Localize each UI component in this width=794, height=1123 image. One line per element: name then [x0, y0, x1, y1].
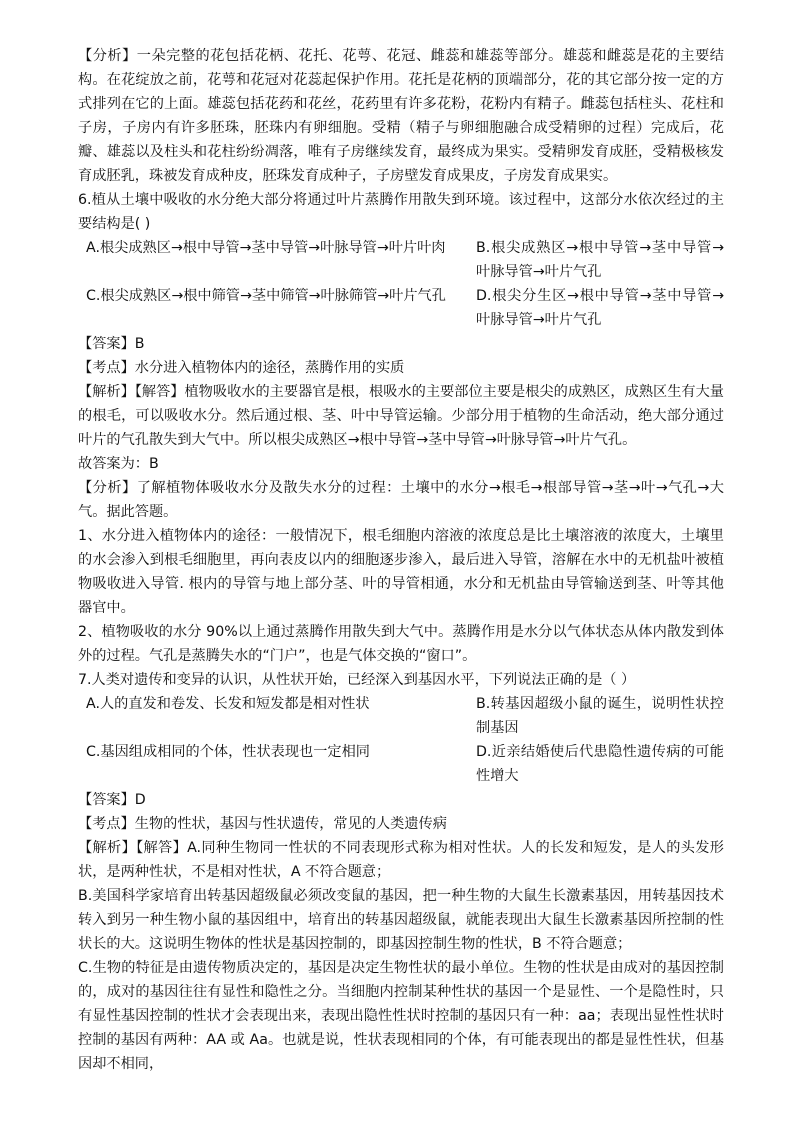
question-7-jiexi-c: C.生物的特征是由遗传物质决定的，基因是决定生物性状的最小单位。生物的性状是由成对的基因控制的，成对的基因往往有显性和隐性之分。当细胞内控制某种性状的基因一个是显性、一个是隐性时，只有显性基因控制的性状才会表现出来，表现出隐性性状时控制的基因只有一种：aa；表现出显性性状时控制的基因有两种：AA 或 Aa。也就是说，性状表现相同的个体，有可能表现出的都是显性性状，但基因却不相同，: [78, 960, 724, 1072]
question-6-answer: 【答案】B: [78, 336, 145, 352]
question-7-option-c: C.基因组成相同的个体，性状表现也一定相同: [86, 744, 370, 760]
question-6-option-d: D.根尖分生区→根中导管→茎中导管→叶脉导管→叶片气孔: [476, 288, 724, 328]
question-6-kaodian: 【考点】水分进入植物体内的途径，蒸腾作用的实质: [78, 360, 405, 376]
question-6-options: [78, 236, 724, 332]
question-7-jiexi-a: 【解析】【解答】A.同种生物同一性状的不同表现形式称为相对性状。人的长发和短发，是人的头发形状，是两种性状，不是相对性状，A 不符合题意；: [78, 840, 724, 880]
question-6-jiexi: 【解析】【解答】植物吸收水的主要器官是根，根吸水的主要部位主要是根尖的成熟区，成熟区生有大量的根毛，可以吸收水分。然后通过根、茎、叶中导管运输。少部分用于植物的生命活动，绝大部分通过叶片的气孔散失到大气中。所以根尖成熟区→根中导管→茎中导管→叶脉导管→叶片气孔。: [78, 384, 724, 448]
question-7-stem: 7.人类对遗传和变异的认识，从性状开始，已经深入到基因水平，下列说法正确的是（ ）: [78, 672, 636, 688]
question-7-option-b: B.转基因超级小鼠的诞生，说明性状控制基因: [476, 696, 724, 736]
question-7-answer: 【答案】D: [78, 792, 146, 808]
question-7-options: [78, 692, 724, 788]
question-6-final-answer: 故答案为：B: [78, 456, 159, 472]
question-6-fenxi: 【分析】了解植物体吸收水分及散失水分的过程：土壤中的水分→根毛→根部导管→茎→叶→气孔→大气。据此答题。: [78, 480, 724, 520]
question-7-jiexi-b: B.美国科学家培育出转基因超级鼠必须改变鼠的基因，把一种生物的大鼠生长激素基因，用转基因技术转入到另一种生物小鼠的基因组中，培育出的转基因超级鼠，就能表现出大鼠生长激素基因所控制的性状长的大。这说明生物体的性状是基因控制的，即基因控制生物的性状，B 不符合题意；: [78, 888, 724, 952]
question-6-option-a: A.根尖成熟区→根中导管→茎中导管→叶脉导管→叶片叶肉: [86, 240, 446, 256]
question-6-option-b: B.根尖成熟区→根中导管→茎中导管→叶脉导管→叶片气孔: [476, 240, 724, 280]
question-7-option-a: A.人的直发和卷发、长发和短发都是相对性状: [86, 696, 370, 712]
question-6-point-2: 2、植物吸收的水分 90%以上通过蒸腾作用散失到大气中。蒸腾作用是水分以气体状态从体内散发到体外的过程。气孔是蒸腾失水的“门户”，也是气体交换的“窗口”。: [78, 624, 724, 664]
analysis-paragraph: 【分析】一朵完整的花包括花柄、花托、花萼、花冠、雌蕊和雄蕊等部分。雄蕊和雌蕊是花的主要结构。在花绽放之前，花萼和花冠对花蕊起保护作用。花托是花柄的顶端部分，花的其它部分按一定的方式排列在它的上面。雄蕊包括花药和花丝，花药里有许多花粉，花粉内有精子。雌蕊包括柱头、花柱和子房，子房内有许多胚珠，胚珠内有卵细胞。受精（精子与卵细胞融合成受精卵的过程）完成后，花瓣、雄蕊以及柱头和花柱纷纷凋落，唯有子房继续发育，最终成为果实。受精卵发育成胚，受精极核发育成胚乳，珠被发育成种皮，胚珠发育成种子，子房壁发育成果皮，子房发育成果实。: [78, 48, 724, 184]
question-6-point-1: 1、水分进入植物体内的途径：一般情况下，根毛细胞内溶液的浓度总是比土壤溶液的浓度大，土壤里的水会渗入到根毛细胞里，再向表皮以内的细胞逐步渗入，最后进入导管，溶解在水中的无机盐叶被植物吸收进入导管. 根内的导管与地上部分茎、叶的导管相通，水分和无机盐由导管输送到茎、叶等其他器官中。: [78, 528, 724, 616]
question-7-kaodian: 【考点】生物的性状，基因与性状遗传，常见的人类遗传病: [78, 816, 447, 832]
question-7-option-d: D.近亲结婚使后代患隐性遗传病的可能性增大: [476, 744, 724, 784]
question-6-option-c: C.根尖成熟区→根中筛管→茎中筛管→叶脉筛管→叶片气孔: [86, 288, 446, 304]
question-6-stem: 6.植从土壤中吸收的水分绝大部分将通过叶片蒸腾作用散失到环境。该过程中，这部分水依次经过的主要结构是( ): [78, 192, 724, 232]
